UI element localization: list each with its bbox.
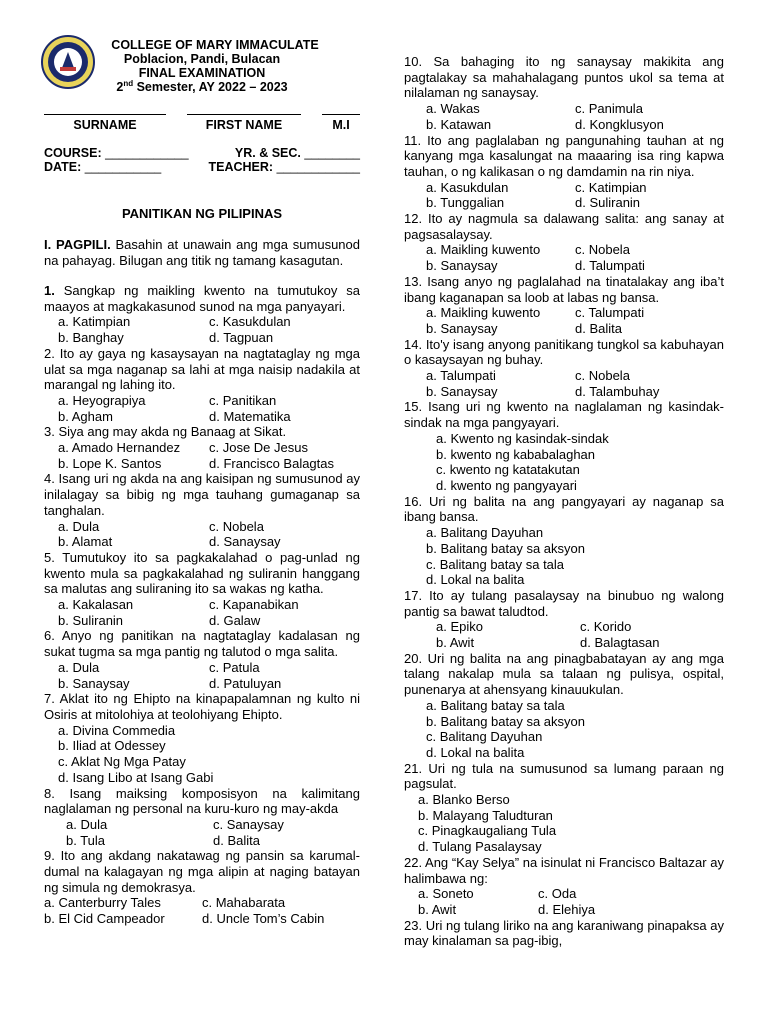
choice-b[interactable]: b. Iliad at Odessey bbox=[58, 738, 166, 754]
question-22: 22. Ang “Kay Selya” na isinulat ni Francisco Baltazar ay halimbawa ng: bbox=[404, 854, 724, 886]
question-8: 8. Isang maiksing komposisyon na kalimitang naglalaman ng personal na kuru-kuro ng may-akda bbox=[44, 785, 360, 817]
choice-b[interactable]: b. Katawan bbox=[426, 116, 492, 132]
yrsec-field[interactable] bbox=[235, 146, 360, 160]
choice-b[interactable]: b. Tunggalian bbox=[426, 195, 505, 211]
choices-17 bbox=[404, 619, 724, 650]
choice-c[interactable]: c. Aklat Ng Mga Patay bbox=[58, 754, 186, 770]
choice-b[interactable]: b. Alamat bbox=[58, 534, 113, 550]
question-text: Sangkap ng maikling kwento na tumutukoy sa maayos at magkakasunod sunod na mga panyayari. bbox=[44, 283, 360, 314]
surname-label: SURNAME bbox=[73, 118, 137, 132]
course-row bbox=[44, 146, 360, 160]
choice-a[interactable]: a. Epiko bbox=[436, 619, 483, 635]
choice-b[interactable]: b. Tula bbox=[66, 832, 106, 848]
choice-c[interactable]: c. Sanaysay bbox=[213, 816, 284, 832]
firstname-field[interactable] bbox=[187, 114, 301, 132]
teacher-field[interactable] bbox=[208, 160, 360, 174]
mi-line bbox=[322, 114, 360, 115]
choice-c[interactable]: c. Panimula bbox=[575, 101, 643, 117]
choice-c[interactable]: c. Oda bbox=[538, 886, 577, 902]
choices-20 bbox=[404, 698, 724, 761]
choices-5 bbox=[44, 597, 360, 628]
choice-b[interactable]: b. Awit bbox=[436, 635, 475, 651]
surname-line bbox=[44, 114, 166, 115]
choice-d[interactable]: d. Isang Libo at Isang Gabi bbox=[58, 769, 214, 785]
course-blank: ____________ bbox=[105, 146, 189, 160]
firstname-line bbox=[187, 114, 301, 115]
question-1 bbox=[44, 283, 360, 314]
choice-c[interactable]: c. Panitikan bbox=[209, 392, 277, 408]
choices-1 bbox=[44, 314, 360, 345]
choice-d[interactable]: d. Tulang Pasalaysay bbox=[418, 839, 542, 855]
choices-6 bbox=[44, 660, 360, 691]
college-address: Poblacion, Pandi, Bulacan bbox=[123, 52, 281, 66]
left-column bbox=[44, 36, 360, 927]
instructions bbox=[44, 237, 360, 269]
choice-a[interactable]: a. Dula bbox=[66, 816, 108, 832]
choice-a[interactable]: a. Canterburry Tales bbox=[44, 895, 161, 911]
question-13: 13. Isang anyo ng paglalahad na tinatalakay ang iba’t ibang kaganapan sa loob at labas ng bansa. bbox=[404, 273, 724, 305]
choice-b[interactable]: b. Sanaysay bbox=[426, 383, 498, 399]
choice-c[interactable]: c. Mahabarata bbox=[202, 895, 286, 911]
choice-c[interactable]: c. Nobela bbox=[209, 518, 264, 534]
question-5: 5. Tumutukoy ito sa pagkakalahad o pag-unlad ng kwento mula sa pagkakalahad ng suliranin hanggang sa malutas ang suliraning ito sa wakas ng katha. bbox=[44, 549, 360, 597]
question-7: 7. Aklat ito ng Ehipto na kinapapalamnan ng kulto ni Osiris at mitolohiya at teolohiyang Ehipto. bbox=[44, 691, 360, 722]
choice-a[interactable]: a. Divina Commedia bbox=[58, 722, 176, 738]
choices-12 bbox=[404, 242, 724, 273]
teacher-blank: ____________ bbox=[276, 160, 360, 174]
yrsec-label: YR. & SEC. bbox=[234, 146, 301, 160]
choices-14 bbox=[404, 368, 724, 399]
teacher-label: TEACHER: bbox=[208, 160, 274, 174]
course-field[interactable] bbox=[44, 146, 189, 160]
choice-a[interactable]: a. Wakas bbox=[426, 101, 480, 117]
question-3: 3. Siya ang may akda ng Banaag at Sikat. bbox=[44, 424, 287, 440]
choice-c[interactable]: c. Jose De Jesus bbox=[209, 440, 308, 456]
date-blank: ___________ bbox=[84, 160, 162, 174]
choices-21 bbox=[404, 792, 724, 855]
semester-number: 2 bbox=[116, 80, 124, 94]
choice-b[interactable]: b. Sanaysay bbox=[426, 320, 498, 336]
mi-label: M.I bbox=[332, 118, 350, 132]
question-2: 2. Ito ay gaya ng kasaysayan na nagtataglay ng mga ulat sa mga naganap sa lahi at mga naisip nadakila at marangal ng lahing ito. bbox=[44, 345, 360, 393]
choice-b[interactable]: b. Malayang Taludturan bbox=[418, 807, 553, 823]
choice-d[interactable]: d. Lokal na balita bbox=[426, 572, 525, 588]
question-6: 6. Anyo ng panitikan na nagtataglay kadalasan ng sukat tugma sa mga pantig ng talutod o mga salita. bbox=[44, 628, 360, 660]
choices-11 bbox=[404, 180, 724, 211]
exam-header bbox=[44, 36, 360, 98]
choice-c[interactable]: c. Balitang batay sa tala bbox=[426, 556, 565, 572]
choice-b[interactable]: b. Lope K. Santos bbox=[58, 455, 162, 471]
choice-d[interactable]: d. Francisco Balagtas bbox=[209, 455, 335, 471]
choice-b[interactable]: b. Agham bbox=[58, 408, 113, 424]
choice-d[interactable]: d. Balagtasan bbox=[580, 635, 660, 651]
choices-16 bbox=[404, 525, 724, 588]
choice-d[interactable]: d. Uncle Tom’s Cabin bbox=[202, 911, 325, 927]
choice-d[interactable]: d. Tagpuan bbox=[209, 330, 274, 346]
choice-c[interactable]: c. Nobela bbox=[575, 368, 630, 384]
instructions-label: I. PAGPILI. bbox=[44, 237, 111, 252]
choice-d[interactable]: d. Sanaysay bbox=[209, 534, 281, 550]
choice-b[interactable]: b. kwento ng kababalaghan bbox=[436, 446, 596, 462]
choice-b[interactable]: b. Sanaysay bbox=[58, 675, 130, 691]
choice-c[interactable]: c. Nobela bbox=[575, 242, 630, 258]
choice-c[interactable]: c. Patula bbox=[209, 659, 260, 675]
choice-d[interactable]: d. Kongklusyon bbox=[575, 116, 664, 132]
choice-a[interactable]: a. Kasukdulan bbox=[426, 179, 509, 195]
choice-c[interactable]: c. Korido bbox=[580, 619, 632, 635]
choice-d[interactable]: d. Balita bbox=[575, 320, 622, 336]
choice-b[interactable]: b. El Cid Campeador bbox=[44, 911, 165, 927]
choice-a[interactable]: a. Balitang batay sa tala bbox=[426, 697, 565, 713]
choice-a[interactable]: a. Maikling kuwento bbox=[426, 305, 541, 321]
choice-d[interactable]: d. Suliranin bbox=[575, 195, 641, 211]
choice-d[interactable]: d. Patuluyan bbox=[209, 675, 282, 691]
choice-d[interactable]: d. Galaw bbox=[209, 612, 261, 628]
choice-d[interactable]: d. Talumpati bbox=[575, 258, 645, 274]
question-number: 1. bbox=[44, 283, 55, 298]
choice-d[interactable]: d. Talambuhay bbox=[575, 383, 660, 399]
choice-d[interactable]: d. Balita bbox=[213, 832, 260, 848]
choices-9 bbox=[44, 895, 360, 926]
college-name: COLLEGE OF MARY IMMACULATE bbox=[111, 38, 319, 52]
choice-d[interactable]: d. Lokal na balita bbox=[426, 744, 525, 760]
choice-a[interactable]: a. Katimpian bbox=[58, 314, 131, 330]
surname-field[interactable] bbox=[44, 114, 166, 132]
choice-a[interactable]: a. Talumpati bbox=[426, 368, 496, 384]
date-row bbox=[44, 160, 360, 174]
choice-b[interactable]: b. Banghay bbox=[58, 330, 124, 346]
choices-3 bbox=[44, 440, 360, 471]
right-column bbox=[404, 54, 724, 949]
choices-7 bbox=[44, 723, 360, 786]
question-16: 16. Uri ng balita na ang pangyayari ay naganap sa ibang bansa. bbox=[404, 493, 724, 525]
question-14: 14. Ito'y isang anyong panitikang tungkol sa kabuhayan o kasaysayan ng buhay. bbox=[404, 336, 724, 368]
choice-a[interactable]: a. Balitang Dayuhan bbox=[426, 525, 544, 541]
choice-c[interactable]: c. kwento ng katatakutan bbox=[436, 462, 580, 478]
choice-b[interactable]: b. Awit bbox=[418, 901, 457, 917]
name-fields bbox=[44, 114, 360, 132]
choice-b[interactable]: b. Sanaysay bbox=[426, 258, 498, 274]
choice-d[interactable]: d. kwento ng pangyayari bbox=[436, 477, 577, 493]
choice-c[interactable]: c. Kasukdulan bbox=[209, 314, 291, 330]
choice-c[interactable]: c. Pinagkaugaliang Tula bbox=[418, 823, 557, 839]
question-20: 20. Uri ng balita na ang pinagbabatayan ay ang mga talang nakalap mula sa talaan ng pulisya, ospital, punenarya at ahensyang kinauukulan. bbox=[404, 650, 724, 698]
choice-c[interactable]: c. Talumpati bbox=[575, 305, 645, 321]
question-11: 11. Ito ang paglalaban ng pangunahing tauhan at ng kanyang mga kasalungat na maaaring isa ring kapwa tauhan, o ng kalikasan o ng damdamin na rin niya. bbox=[404, 132, 724, 179]
choice-a[interactable]: a. Kwento ng kasindak-sindak bbox=[436, 430, 609, 446]
exam-title: FINAL EXAMINATION bbox=[138, 66, 266, 80]
choice-a[interactable]: a. Blanko Berso bbox=[418, 792, 510, 808]
instructions-text: Basahin at unawain ang mga sumusunod na pahayag. Bilugan ang titik ng tamang kasagutan. bbox=[44, 237, 360, 268]
question-12: 12. Ito ay nagmula sa dalawang salita: ang sanay at pagsasalaysay. bbox=[404, 211, 724, 242]
choice-d[interactable]: d. Matematika bbox=[209, 408, 291, 424]
subject-title: PANITIKAN NG PILIPINAS bbox=[121, 206, 283, 221]
semester-suffix: nd bbox=[123, 78, 134, 88]
choices-13 bbox=[404, 305, 724, 336]
choices-8 bbox=[44, 817, 360, 848]
choice-a[interactable]: a. Soneto bbox=[418, 886, 474, 902]
semester-line bbox=[44, 80, 360, 94]
mi-field[interactable] bbox=[322, 114, 360, 132]
choices-22 bbox=[404, 886, 724, 917]
choices-2 bbox=[44, 393, 360, 424]
choice-a[interactable]: a. Kakalasan bbox=[58, 597, 134, 613]
question-17: 17. Ito ay tulang pasalaysay na binubuo ng walong pantig sa bawat taludtod. bbox=[404, 587, 724, 619]
semester-text: Semester, AY 2022 – 2023 bbox=[133, 80, 288, 94]
choice-c[interactable]: c. Balitang Dayuhan bbox=[426, 729, 543, 745]
choice-a[interactable]: a. Heyograpiya bbox=[58, 392, 146, 408]
choice-b[interactable]: b. Suliranin bbox=[58, 612, 124, 628]
choices-15 bbox=[404, 431, 724, 494]
question-23: 23. Uri ng tulang liriko na ang karaniwang pinapaksa ay may kinalaman sa pag-ibig, bbox=[404, 917, 724, 949]
question-21: 21. Uri ng tula na sumusunod sa lumang paraan ng pagsulat. bbox=[404, 760, 724, 792]
question-15: 15. Isang uri ng kwento na naglalaman ng kasindak-sindak na mga pangyayari. bbox=[404, 399, 724, 431]
choice-b[interactable]: b. Balitang batay sa aksyon bbox=[426, 540, 585, 556]
header-text bbox=[44, 38, 360, 94]
question-9: 9. Ito ang akdang nakatawag ng pansin sa karumal-dumal na kalagayan ng mga alipin at naging batayan ng simula ng demokrasya. bbox=[44, 848, 360, 895]
choice-a[interactable]: a. Amado Hernandez bbox=[58, 440, 181, 456]
choice-a[interactable]: a. Maikling kuwento bbox=[426, 242, 541, 258]
question-10: 10. Sa bahaging ito ng sanaysay makikita ang pagtalakay sa mahahalagang puntos ukol sa tema at nilalaman ng sanaysay. bbox=[404, 54, 724, 101]
choice-c[interactable]: c. Kapanabikan bbox=[209, 597, 299, 613]
date-field[interactable] bbox=[44, 160, 161, 174]
course-label: COURSE: bbox=[44, 146, 102, 160]
choice-c[interactable]: c. Katimpian bbox=[575, 179, 647, 195]
choice-a[interactable]: a. Dula bbox=[58, 659, 100, 675]
yrsec-blank: ________ bbox=[304, 146, 360, 160]
choices-4 bbox=[44, 519, 360, 550]
choice-a[interactable]: a. Dula bbox=[58, 518, 100, 534]
choices-10 bbox=[404, 101, 724, 132]
firstname-label: FIRST NAME bbox=[205, 118, 283, 132]
date-label: DATE: bbox=[44, 160, 82, 174]
choice-b[interactable]: b. Balitang batay sa aksyon bbox=[426, 713, 585, 729]
question-4: 4. Isang uri ng akda na ang kaisipan ng sumusunod ay inilalagay sa bibig ng mga tauhang gumaganap sa tanghalan. bbox=[44, 471, 360, 518]
choice-d[interactable]: d. Elehiya bbox=[538, 901, 596, 917]
